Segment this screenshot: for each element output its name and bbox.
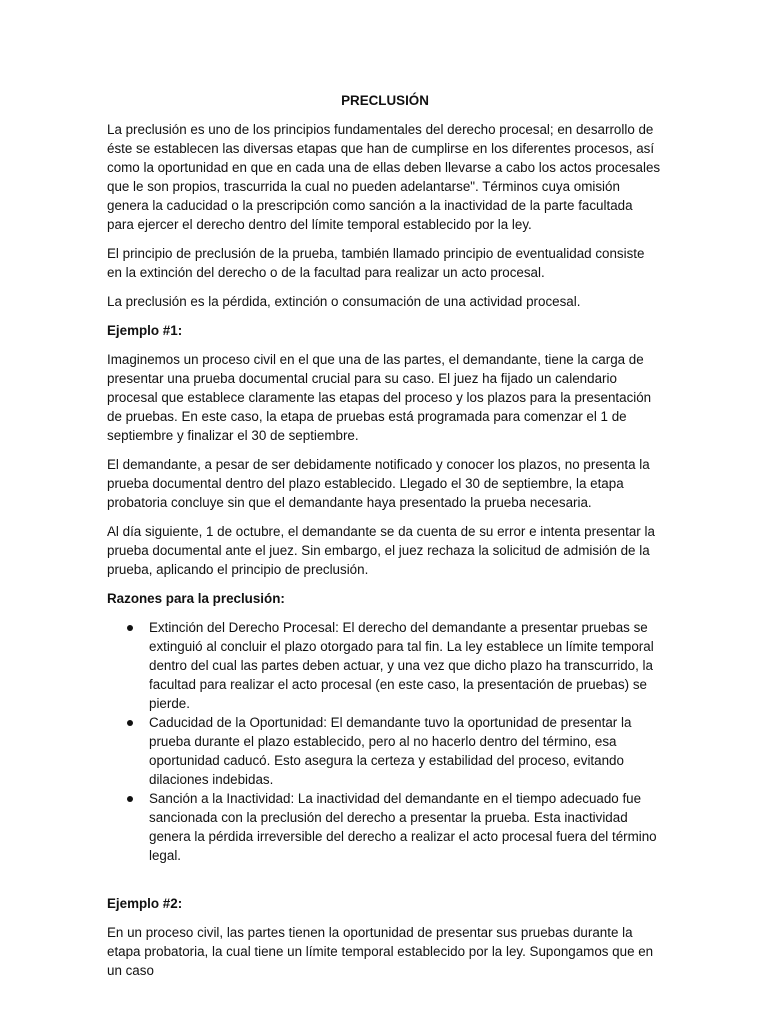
- document-title: PRECLUSIÓN: [341, 93, 429, 108]
- list-item-text: Caducidad de la Oportunidad: El demandante tuvo la oportunidad de presentar la prueba durante el plazo establecido, pero al no hacerlo dentro del término, esa oportunidad caducó. Esto asegura la certeza y estabilidad del proceso, evitando dilaciones indebidas.: [149, 715, 632, 787]
- intro-paragraph-3: La preclusión es la pérdida, extinción o consumación de una actividad procesal.: [107, 294, 581, 309]
- intro-paragraph-1: La preclusión es uno de los principios fundamentales del derecho procesal; en desarrollo de éste se establecen las diversas etapas que han de cumplirse en los diferentes procesos, así como la oportunidad en que en cada una de ellas deben llevarse a cabo los actos procesales que le son propios, trascurrida la cual no pueden adelantarse". Términos cuya omisión genera la caducidad o la prescripción como sanción a la inactividad de la parte facultada para ejercer el derecho dentro del límite temporal establecido por la ley.: [107, 122, 661, 232]
- example-2-paragraph-1: En un proceso civil, las partes tienen la oportunidad de presentar sus pruebas durante la etapa probatoria, la cual tiene un límite temporal establecido por la ley. Supongamos que en un caso: [107, 925, 654, 978]
- reasons-heading: Razones para la preclusión:: [107, 591, 285, 606]
- list-item: [107, 789, 663, 865]
- example-1-paragraph-3: Al día siguiente, 1 de octubre, el demandante se da cuenta de su error e intenta presentar la prueba documental ante el juez. Sin embargo, el juez rechaza la solicitud de admisión de la prueba, aplicando el principio de preclusión.: [107, 524, 655, 577]
- example-1-heading: Ejemplo #1:: [107, 323, 183, 338]
- list-item: [107, 713, 663, 789]
- bullet-icon: [127, 796, 133, 802]
- list-item: [107, 618, 663, 713]
- bullet-icon: [127, 625, 133, 631]
- reasons-list: [107, 618, 663, 865]
- example-2-heading: Ejemplo #2:: [107, 896, 183, 911]
- example-1-paragraph-1: Imaginemos un proceso civil en el que una de las partes, el demandante, tiene la carga de presentar una prueba documental crucial para su caso. El juez ha fijado un calendario procesal que establece claramente las etapas del proceso y los plazos para la presentación de pruebas. En este caso, la etapa de pruebas está programada para comenzar el 1 de septiembre y finalizar el 30 de septiembre.: [107, 352, 652, 443]
- list-item-text: Sanción a la Inactividad: La inactividad del demandante en el tiempo adecuado fue sancionada con la preclusión del derecho a presentar la prueba. Esta inactividad genera la pérdida irreversible del derecho a realizar el acto procesal fuera del término legal.: [149, 791, 657, 863]
- blank-line: [107, 875, 663, 894]
- bullet-icon: [127, 720, 133, 726]
- list-item-text: Extinción del Derecho Procesal: El derecho del demandante a presentar pruebas se extinguió al concluir el plazo otorgado para tal fin. La ley establece un límite temporal dentro del cual las partes deben actuar, y una vez que dicho plazo ha transcurrido, la facultad para realizar el acto procesal (en este caso, la presentación de pruebas) se pierde.: [149, 620, 654, 711]
- example-1-paragraph-2: El demandante, a pesar de ser debidamente notificado y conocer los plazos, no presenta la prueba documental dentro del plazo establecido. Llegado el 30 de septiembre, la etapa probatoria concluye sin que el demandante haya presentado la prueba necesaria.: [107, 457, 650, 510]
- intro-paragraph-2: El principio de preclusión de la prueba, también llamado principio de eventualidad consiste en la extinción del derecho o de la facultad para realizar un acto procesal.: [107, 246, 645, 280]
- document-body: [107, 91, 663, 990]
